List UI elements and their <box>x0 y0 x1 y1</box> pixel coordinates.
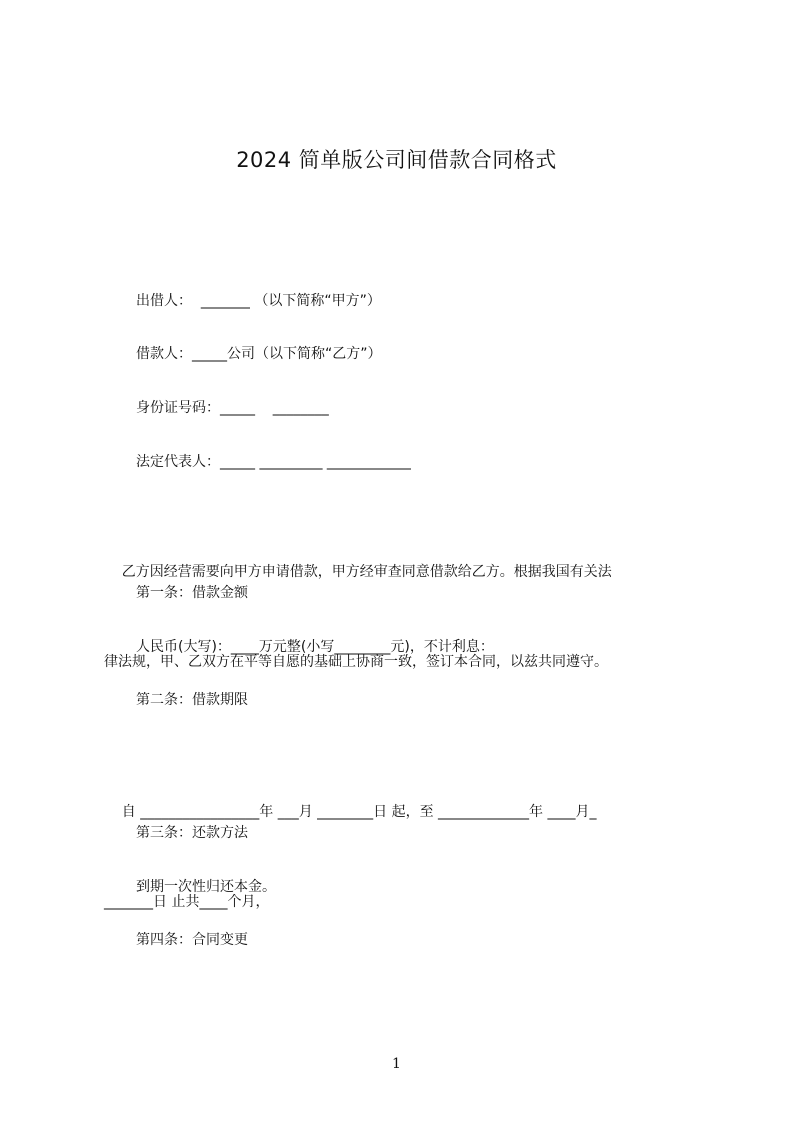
id-number-line: 身份证号码：_____ ________ <box>136 400 329 416</box>
borrower-line: 借款人：_____公司（以下简称“乙方”） <box>136 346 382 362</box>
intro-line: 乙方因经营需要向甲方申请借款，甲方经审查同意借款给乙方。根据我国有关法 <box>104 564 612 580</box>
article-3-heading: 第三条：还款方法 <box>136 825 248 841</box>
article-2-line: 自 _________________年 ___月 ________日 起，至 _____________年 ____月_ <box>104 804 597 820</box>
intro-line: 律法规，甲、乙双方在平等自愿的基础上协商一致，签订本合同，以兹共同遵守。 <box>104 654 608 670</box>
page-number: 1 <box>392 1056 401 1072</box>
article-3-body: 到期一次性归还本金。 <box>136 879 276 895</box>
article-1-body: 人民币(大写)：____万元整(小写________元)，不计利息： <box>136 639 494 655</box>
article-4-heading: 第四条：合同变更 <box>136 932 248 948</box>
page-title: 2024 简单版公司间借款合同格式 <box>236 148 557 172</box>
article-1-heading: 第一条：借款金额 <box>136 585 248 601</box>
article-2-line: _______日 止共____个月， <box>104 894 270 910</box>
lender-line: 出借人： _______ （以下简称“甲方”） <box>136 293 381 309</box>
legal-representative-line: 法定代表人：_____ _________ ____________ <box>136 454 411 470</box>
article-2-heading: 第二条：借款期限 <box>136 692 248 708</box>
